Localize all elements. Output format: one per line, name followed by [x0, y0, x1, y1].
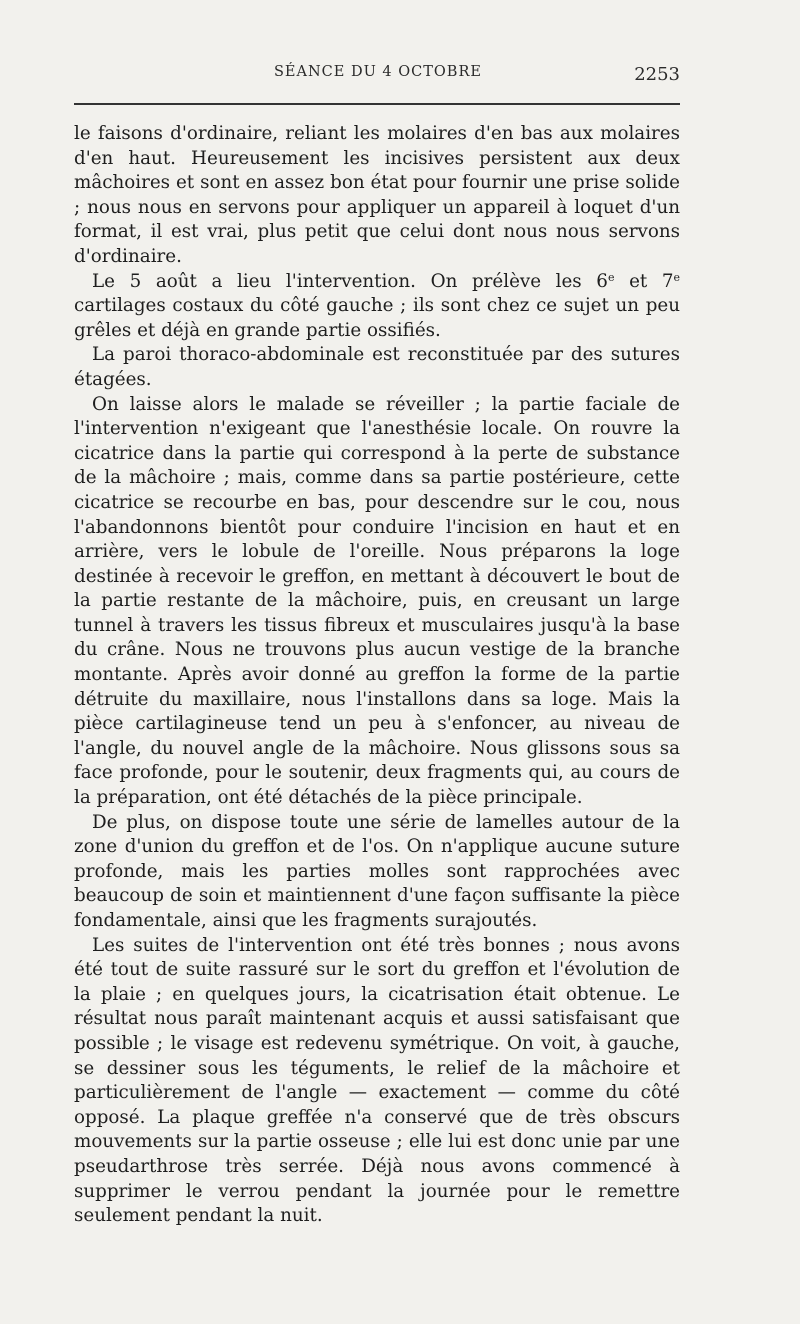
running-head: SÉANCE DU 4 OCTOBRE [274, 64, 482, 80]
body-text [74, 122, 680, 1229]
paragraph-3: La paroi thoraco-abdominale est reconstituée par des sutures étagées. [74, 344, 680, 390]
paragraph-5: De plus, on dispose toute une série de lamelles autour de la zone d'union du greffon et de l'os. On n'applique aucune suture profonde, mais les parties molles sont rapprochées avec beaucoup de soin et maintiennent d'une façon suffisante la pièce fondamentale, ainsi que les fragments surajoutés. [74, 811, 680, 931]
header-rule [74, 103, 680, 105]
paragraph-2: Le 5 août a lieu l'intervention. On prélève les 6e et 7e cartilages costaux du côté gauche ; ils sont chez ce sujet un peu grêles et déjà en grande partie ossifiés. [74, 270, 681, 341]
page-header [74, 64, 680, 90]
paragraph-4: On laisse alors le malade se réveiller ; la partie faciale de l'intervention n'exigeant que l'anesthésie locale. On rouvre la cicatrice dans la partie qui correspond à la perte de substance de la mâchoire ; mais, comme dans sa partie postérieure, cette cicatrice se recourbe en bas, pour descendre sur le cou, nous l'abandonnons bientôt pour conduire l'incision en haut et en arrière, vers le lobule de l'oreille. Nous préparons la loge destinée à recevoir le greffon, en mettant à découvert le bout de la partie restante de la mâchoire, puis, en creusant un large tunnel à travers les tissus fibreux et musculaires jusqu'à la base du crâne. Nous ne trouvons plus aucun vestige de la branche montante. Après avoir donné au greffon la forme de la partie détruite du maxillaire, nous l'installons dans sa loge. Mais la pièce cartilagineuse tend un peu à s'enfoncer, au niveau de l'angle, du nouvel angle de la mâchoire. Nous glissons sous sa face profonde, pour le soutenir, deux fragments qui, au cours de la préparation, ont été détachés de la pièce principale. [74, 393, 680, 809]
page-number: 2253 [634, 64, 680, 85]
paragraph-1: le faisons d'ordinaire, reliant les molaires d'en bas aux molaires d'en haut. Heureusement les incisives persistent aux deux mâchoires et sont en assez bon état pour fournir une prise solide ; nous nous en servons pour appliquer un appareil à loquet d'un format, il est vrai, plus petit que celui dont nous nous servons d'ordinaire. [74, 123, 680, 267]
paragraph-6: Les suites de l'intervention ont été très bonnes ; nous avons été tout de suite rassuré sur le sort du greffon et l'évolution de la plaie ; en quelques jours, la cicatrisation était obtenue. Le résultat nous paraît maintenant acquis et aussi satisfaisant que possible ; le visage est redevenu symétrique. On voit, à gauche, se dessiner sous les téguments, le relief de la mâchoire et particulièrement de l'angle — exactement — comme du côté opposé. La plaque greffée n'a conservé que de très obscurs mouvements sur la partie osseuse ; elle lui est donc unie par une pseudarthrose très serrée. Déjà nous avons commencé à supprimer le verrou pendant la journée pour le remettre seulement pendant la nuit. [74, 934, 680, 1227]
